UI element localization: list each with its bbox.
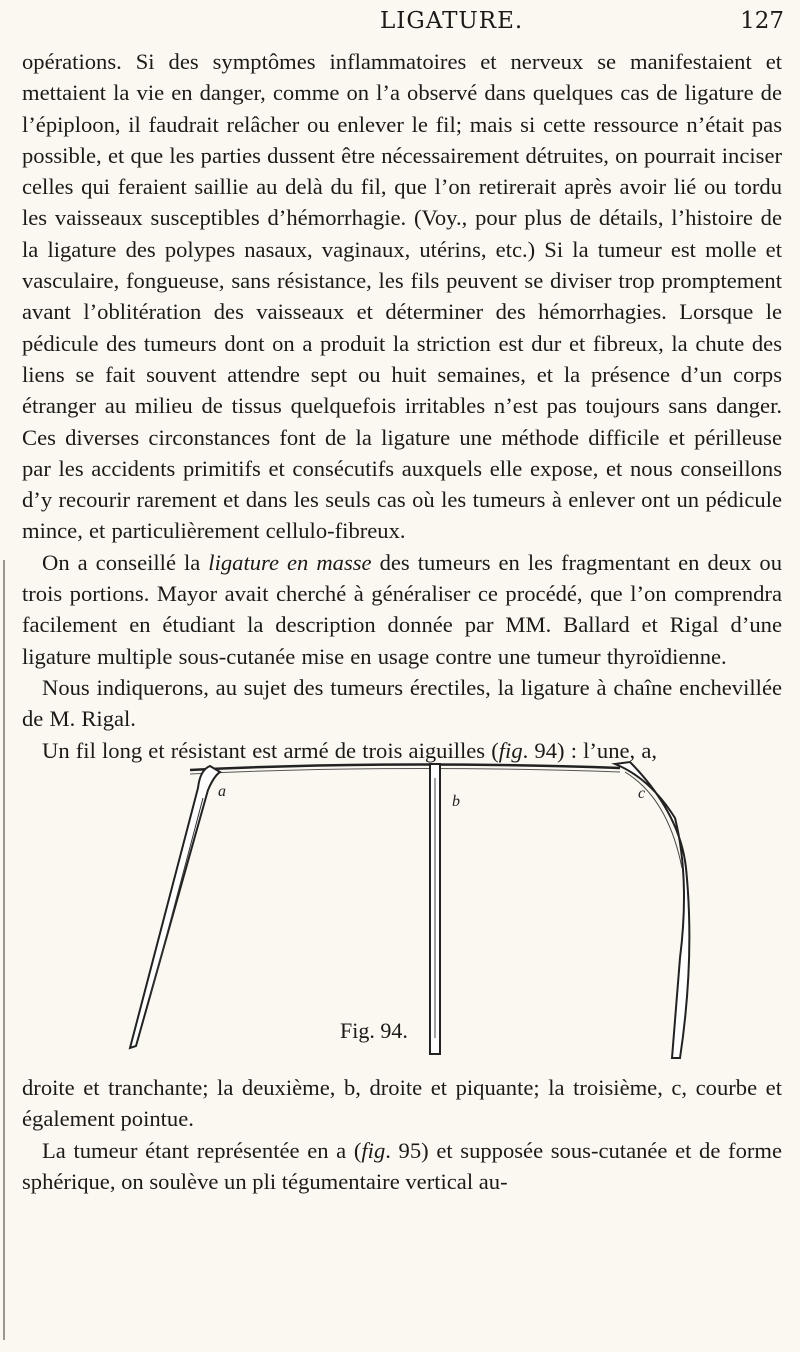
paragraph-4-italic: fig xyxy=(498,737,523,763)
label-a: a xyxy=(218,783,226,800)
paragraph-6-start: La tumeur étant représentée en a ( xyxy=(42,1137,362,1163)
label-c: c xyxy=(638,785,646,802)
paragraph-4-end: . 94) : l’une, a, xyxy=(522,737,658,763)
figure-caption: Fig. 94. xyxy=(340,1018,408,1043)
label-b: b xyxy=(452,793,460,810)
page-number: 127 xyxy=(740,8,784,34)
paragraph-1: opérations. Si des symptômes inflammatoires et nerveux se manifestaient et mettaient la vie en danger, comme on l’a observé dans quelques cas de ligature de l’épiploon, il faudrait relâcher ou enlever le fil; mais si cette ressource n’était pas possible, et que les parties dussent être nécessairement détruites, on pourrait inciser celles qui feraient saillie au delà du fil, que l’on retirerait après avoir lié ou tordu les vaisseaux susceptibles d’hémorrhagie. (Voy., pour plus de détails, l’histoire de la ligature des polypes nasaux, vaginaux, utérins, etc.) Si la tumeur est molle et vasculaire, fongueuse, sans résistance, les fils peuvent se diviser trop promptement avant l’oblitération des vaisseaux et déterminer des hémorrhagies. Lorsque le pédicule des tumeurs dont on a produit la striction est dur et fibreux, la chute des liens se fait souvent attendre sept ou huit semaines, et la présence d’un corps étranger au milieu de tissus quelquefois irritables n’est pas toujours sans danger. Ces diverses circonstances font de la ligature une méthode difficile et périlleuse par les accidents primitifs et consécutifs auxquels elle expose, et nous conseillons d’y recourir rarement et dans les seuls cas où les tumeurs à enlever ont un pédicule mince, et particulièrement cellulo-fibreux. xyxy=(22,49,782,544)
paragraph-2-italic: ligature en masse xyxy=(208,549,372,575)
paragraph-5: droite et tranchante; la deuxième, b, droite et piquante; la troisième, c, courbe et également pointue. xyxy=(22,1075,782,1132)
thread-line xyxy=(190,764,620,770)
paragraph-2-end: des tumeurs en les fragmentant en deux ou trois portions. Mayor avait cherché à généraliser ce procédé, que l’on comprendra facilement en étudiant la description donnée par MM. Ballard et Rigal d’une ligature multiple sous-cutanée mise en usage contre une tumeur thyroïdienne. xyxy=(22,549,782,669)
page-edge-shadow xyxy=(3,560,5,1340)
lower-text xyxy=(22,1072,782,1197)
main-text xyxy=(22,46,782,766)
paragraph-3: Nous indiquerons, au sujet des tumeurs érectiles, la ligature à chaîne enchevillée de M. Rigal. xyxy=(22,674,782,732)
needle-c xyxy=(615,762,689,1058)
needle-b xyxy=(430,764,440,1054)
needle-a xyxy=(130,766,220,1048)
running-head xyxy=(0,2,800,42)
paragraph-6-end: . 95) et supposée sous-cutanée et de forme sphérique, on soulève un pli tégumentaire vertical au- xyxy=(22,1137,782,1194)
paragraph-2-start: On a conseillé la xyxy=(42,549,209,575)
paragraph-6-italic: fig xyxy=(361,1137,386,1163)
paragraph-4-start: Un fil long et résistant est armé de trois aiguilles ( xyxy=(42,737,499,763)
running-title: LIGATURE. xyxy=(380,8,524,34)
paragraph-6 xyxy=(22,1135,782,1198)
paragraph-2 xyxy=(22,547,782,672)
